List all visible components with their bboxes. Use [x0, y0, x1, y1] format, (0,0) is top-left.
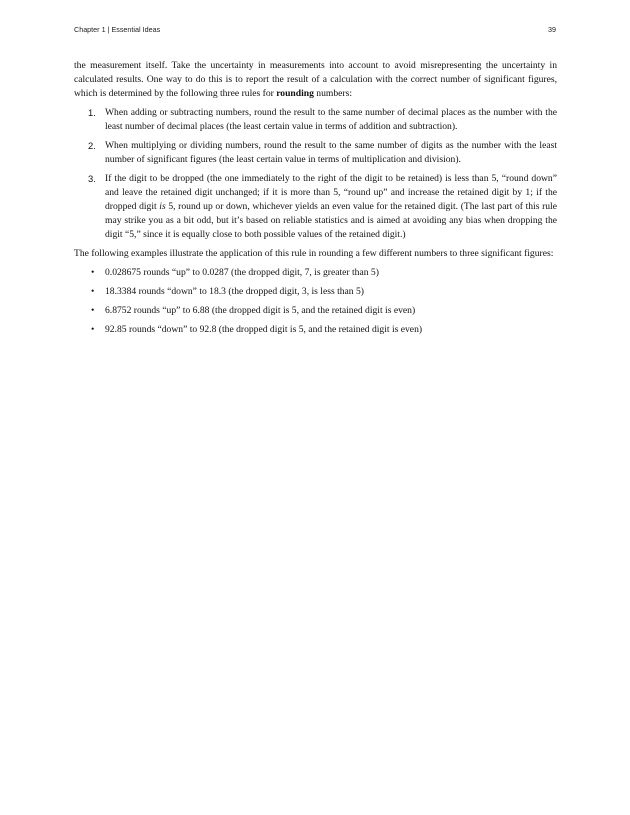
examples-list	[74, 266, 557, 337]
intro-text: the measurement itself. Take the uncertainty in measurements into account to avoid misrepresenting the uncertainty in calculated results. One way to do this is to report the result of a calculation with the correct number of significant figures, which is determined by the following three rules for	[74, 60, 557, 99]
rule-number: 2.	[88, 140, 96, 151]
rule-item	[74, 172, 557, 242]
rounding-term: rounding	[276, 88, 314, 99]
page-number: 39	[548, 25, 556, 34]
rule-text-start: If the digit to be dropped (the one immediately to the right of the digit to be retained) is less than 5, “round down” and leave the retained digit unchanged; if it is more than 5, “round up” and increase the retained digit by 1; if the dropped digit	[105, 173, 557, 212]
bullet-icon: •	[91, 324, 95, 335]
chapter-label: Chapter 1	[74, 25, 106, 34]
running-header	[74, 25, 160, 34]
example-text: 92.85 rounds “down” to 92.8 (the dropped digit is 5, and the retained digit is even)	[105, 324, 423, 335]
chapter-title: Essential Ideas	[111, 25, 161, 34]
intro-paragraph	[74, 59, 557, 101]
bullet-icon: •	[91, 286, 95, 297]
rule-number: 3.	[88, 173, 96, 184]
rounding-rules-list	[74, 106, 557, 242]
example-text: 18.3384 rounds “down” to 18.3 (the dropped digit, 3, is less than 5)	[105, 286, 364, 297]
bullet-icon: •	[91, 267, 95, 278]
emphasis-is: is	[159, 201, 166, 212]
header-separator: |	[105, 25, 112, 34]
bullet-icon: •	[91, 305, 95, 316]
rule-text	[105, 173, 557, 240]
intro-text-end: numbers:	[313, 88, 353, 99]
page-header	[74, 25, 556, 37]
rule-text: When adding or subtracting numbers, round the result to the same number of decimal places as the number with the least number of decimal places (the least certain value in terms of addition and subtraction).	[105, 107, 557, 132]
rule-number: 1.	[88, 107, 96, 118]
example-item	[74, 323, 557, 337]
rule-item	[74, 139, 557, 167]
example-item	[74, 285, 557, 299]
examples-intro: The following examples illustrate the application of this rule in rounding a few different numbers to three significant figures:	[74, 248, 554, 259]
example-item	[74, 304, 557, 318]
page-content	[74, 59, 557, 342]
rule-item	[74, 106, 557, 134]
rule-text: When multiplying or dividing numbers, round the result to the same number of digits as the number with the least number of significant figures (the least certain value in terms of multiplication and division).	[105, 140, 557, 165]
rule-text-end: 5, round up or down, whichever yields an even value for the retained digit. (The last part of this rule may strike you as a bit odd, but it’s based on reliable statistics and is aimed at avoiding any bias when dropping the digit “5,” since it is equally close to both possible values of the retained digit.)	[105, 201, 557, 240]
example-item	[74, 266, 557, 280]
example-text: 6.8752 rounds “up” to 6.88 (the dropped digit is 5, and the retained digit is even)	[105, 305, 416, 316]
example-text: 0.028675 rounds “up” to 0.0287 (the dropped digit, 7, is greater than 5)	[105, 267, 379, 278]
